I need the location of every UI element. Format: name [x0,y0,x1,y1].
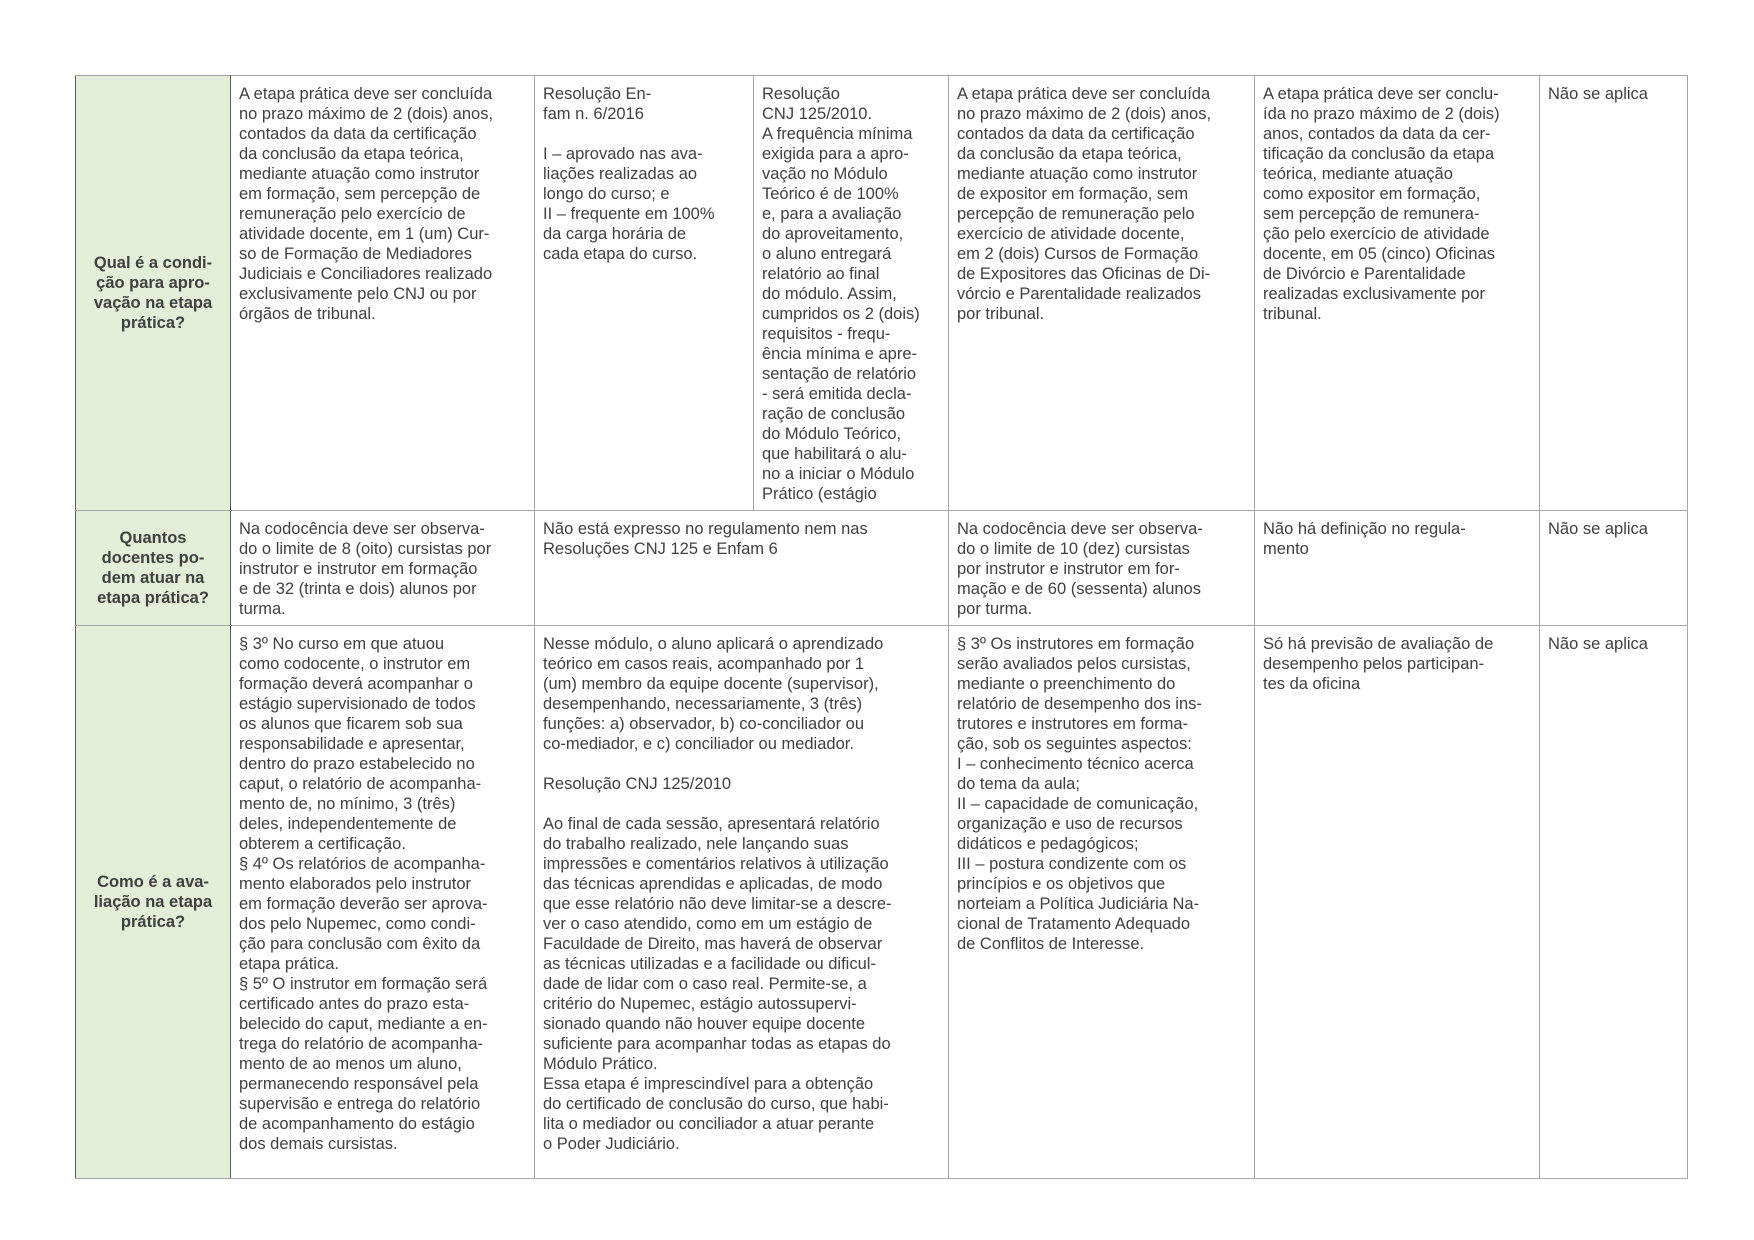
table-cell: Na codocência deve ser observa- do o limite de 8 (oito) cursistas por instrutor e instrutor em formação e de 32 (trinta e dois) alunos por turma. [231,511,535,626]
question-cell: Quantos docentes po- dem atuar na etapa prática? [76,511,231,626]
table-cell: Só há previsão de avaliação de desempenho pelos participan- tes da oficina [1255,626,1540,1179]
table-cell: Na codocência deve ser observa- do o limite de 10 (dez) cursistas por instrutor e instrutor em for- mação e de 60 (sessenta) alunos por turma. [949,511,1255,626]
table-row [76,511,1688,626]
table-cell: A etapa prática deve ser concluída no prazo máximo de 2 (dois) anos, contados da data da certificação da conclusão da etapa teórica, mediante atuação como instrutor de expositor em formação, sem percepção de remuneração pelo exercício de atividade docente, em 2 (dois) Cursos de Formação de Expositores das Oficinas de Di- vórcio e Parentalidade realizados por tribunal. [949,76,1255,511]
table-cell: Nesse módulo, o aluno aplicará o aprendizado teórico em casos reais, acompanhado por 1 (um) membro da equipe docente (supervisor), desempenhando, necessariamente, 3 (três) funções: a) observador, b) co-conciliador ou co-mediador, e c) conciliador ou mediador. Resolução CNJ 125/2010 Ao final de cada sessão, apresentará relatório do trabalho realizado, nele lançando suas impressões e comentários relativos à utilização das técnicas aprendidas e aplicadas, de modo que esse relatório não deve limitar-se a descre- ver o caso atendido, como em um estágio de Faculdade de Direito, mas haverá de observar as técnicas utilizadas e a facilidade ou dificul- dade de lidar com o caso real. Permite-se, a critério do Nupemec, estágio autossupervi- sionado quando não houver equipe docente suficiente para acompanhar todas as etapas do Módulo Prático. Essa etapa é imprescindível para a obtenção do certificado de conclusão do curso, que habi- lita o mediador ou conciliador a atuar perante o Poder Judiciário. [535,626,949,1179]
table-cell: Não se aplica [1540,76,1688,511]
table-cell: A etapa prática deve ser conclu- ída no prazo máximo de 2 (dois) anos, contados da data da cer- tificação da conclusão da etapa teórica, mediante atuação como expositor em formação, sem percepção de remunera- ção pelo exercício de atividade docente, em 05 (cinco) Oficinas de Divórcio e Parentalidade realizadas exclusivamente por tribunal. [1255,76,1540,511]
table-cell [754,76,949,511]
table-cell: Não há definição no regula- mento [1255,511,1540,626]
table-row [76,76,1688,511]
table-cell: Não está expresso no regulamento nem nas Resoluções CNJ 125 e Enfam 6 [535,511,949,626]
question-cell: Como é a ava- liação na etapa prática? [76,626,231,1179]
comparison-table [75,75,1688,1179]
table-cell: Resolução En- fam n. 6/2016 I – aprovado nas ava- liações realizadas ao longo do curso; e II – frequente em 100% da carga horária de cada etapa do curso. [535,76,754,511]
table-cell: Não se aplica [1540,511,1688,626]
table-cell: § 3º Os instrutores em formação serão avaliados pelos cursistas, mediante o preenchimento do relatório de desempenho dos ins- trutores e instrutores em forma- ção, sob os seguintes aspectos: I – conhecimento técnico acerca do tema da aula; II – capacidade de comunicação, organização e uso de recursos didáticos e pedagógicos; III – postura condizente com os princípios e os objetivos que norteiam a Política Judiciária Na- cional de Tratamento Adequado de Conflitos de Interesse. [949,626,1255,1179]
table-cell: Não se aplica [1540,626,1688,1179]
table-row [76,626,1688,1179]
table-cell: A etapa prática deve ser concluída no prazo máximo de 2 (dois) anos, contados da data da certificação da conclusão da etapa teórica, mediante atuação como instrutor em formação, sem percepção de remuneração pelo exercício de atividade docente, em 1 (um) Cur- so de Formação de Mediadores Judiciais e Conciliadores realizado exclusivamente pelo CNJ ou por órgãos de tribunal. [231,76,535,511]
question-cell: Qual é a condi- ção para apro- vação na etapa prática? [76,76,231,511]
table-cell: § 3º No curso em que atuou como codocente, o instrutor em formação deverá acompanhar o estágio supervisionado de todos os alunos que ficarem sob sua responsabilidade e apresentar, dentro do prazo estabelecido no caput, o relatório de acompanha- mento de, no mínimo, 3 (três) deles, independentemente de obterem a certificação. § 4º Os relatórios de acompanha- mento elaborados pelo instrutor em formação deverão ser aprova- dos pelo Nupemec, como condi- ção para conclusão com êxito da etapa prática. § 5º O instrutor em formação será certificado antes do prazo esta- belecido do caput, mediante a en- trega do relatório de acompanha- mento de ao menos um aluno, permanecendo responsável pela supervisão e entrega do relatório de acompanhamento do estágio dos demais cursistas. [231,626,535,1179]
cell-text: Resolução CNJ 125/2010. A frequência mínima exigida para a apro- vação no Módulo Teórico é de 100% e, para a avaliação do aproveitamento, o aluno entregará relatório ao final do módulo. Assim, cumpridos os 2 (dois) requisitos - frequ- ência mínima e apre- sentação de relatório - será emitida decla- ração de conclusão do Módulo Teórico, que habilitará o alu- no a iniciar o Módulo Prático (estágio [762,85,920,503]
